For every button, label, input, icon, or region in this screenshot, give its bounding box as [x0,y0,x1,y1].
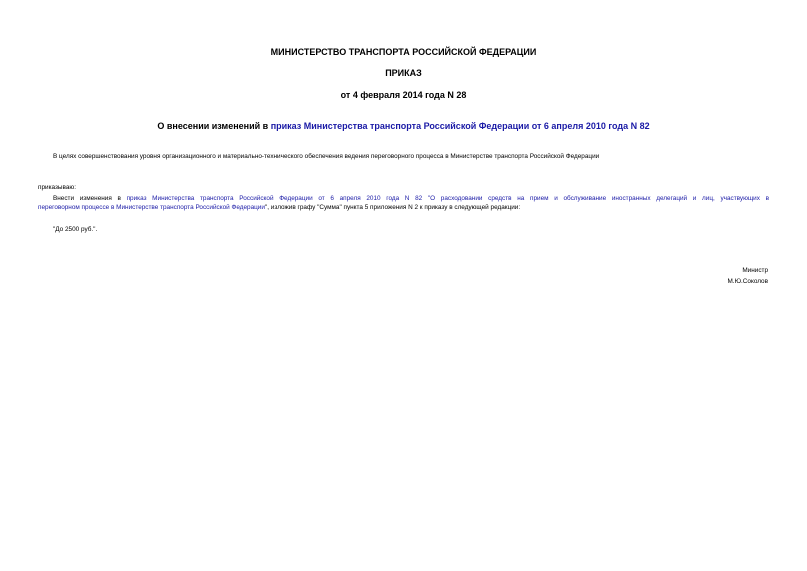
signer-position: Министр [742,267,768,274]
new-wording-quote: "До 2500 руб.". [53,226,98,233]
document-title [0,121,807,131]
amendment-order-link[interactable]: приказ Министерства транспорта Российской Федерации от 6 апреля 2010 года N 82 "О расходовании средств на прием и обслуживание иностранных делегаций и лиц, участвующих в [126,195,769,202]
order-word: приказываю: [38,184,76,191]
document-date: от 4 февраля 2014 года N 28 [340,90,467,100]
signer-name: М.Ю.Соколов [727,278,768,285]
amendment-paragraph-line-1 [53,194,769,203]
preamble-paragraph: В целях совершенствования уровня организационного и материально-технического обеспечения ведения переговорного процесса в Министерстве транспорта Российской Федерации [53,153,600,160]
amendment-paragraph-line-2 [38,203,520,212]
amendment-prefix: Внести изменения в [53,195,127,202]
document-type: ПРИКАЗ [385,68,422,78]
title-order-link[interactable]: приказ Министерства транспорта Российской Федерации от 6 апреля 2010 года N 82 [270,121,650,131]
amendment-order-link-continued[interactable]: переговорном процессе в Министерстве транспорта Российской Федерации [38,204,265,211]
title-prefix: О внесении изменений в [157,121,271,131]
amendment-suffix: ", изложив графу "Сумма" пункта 5 приложения N 2 к приказу в следующей редакции: [264,204,521,211]
ministry-name: МИНИСТЕРСТВО ТРАНСПОРТА РОССИЙСКОЙ ФЕДЕРАЦИИ [270,47,537,57]
